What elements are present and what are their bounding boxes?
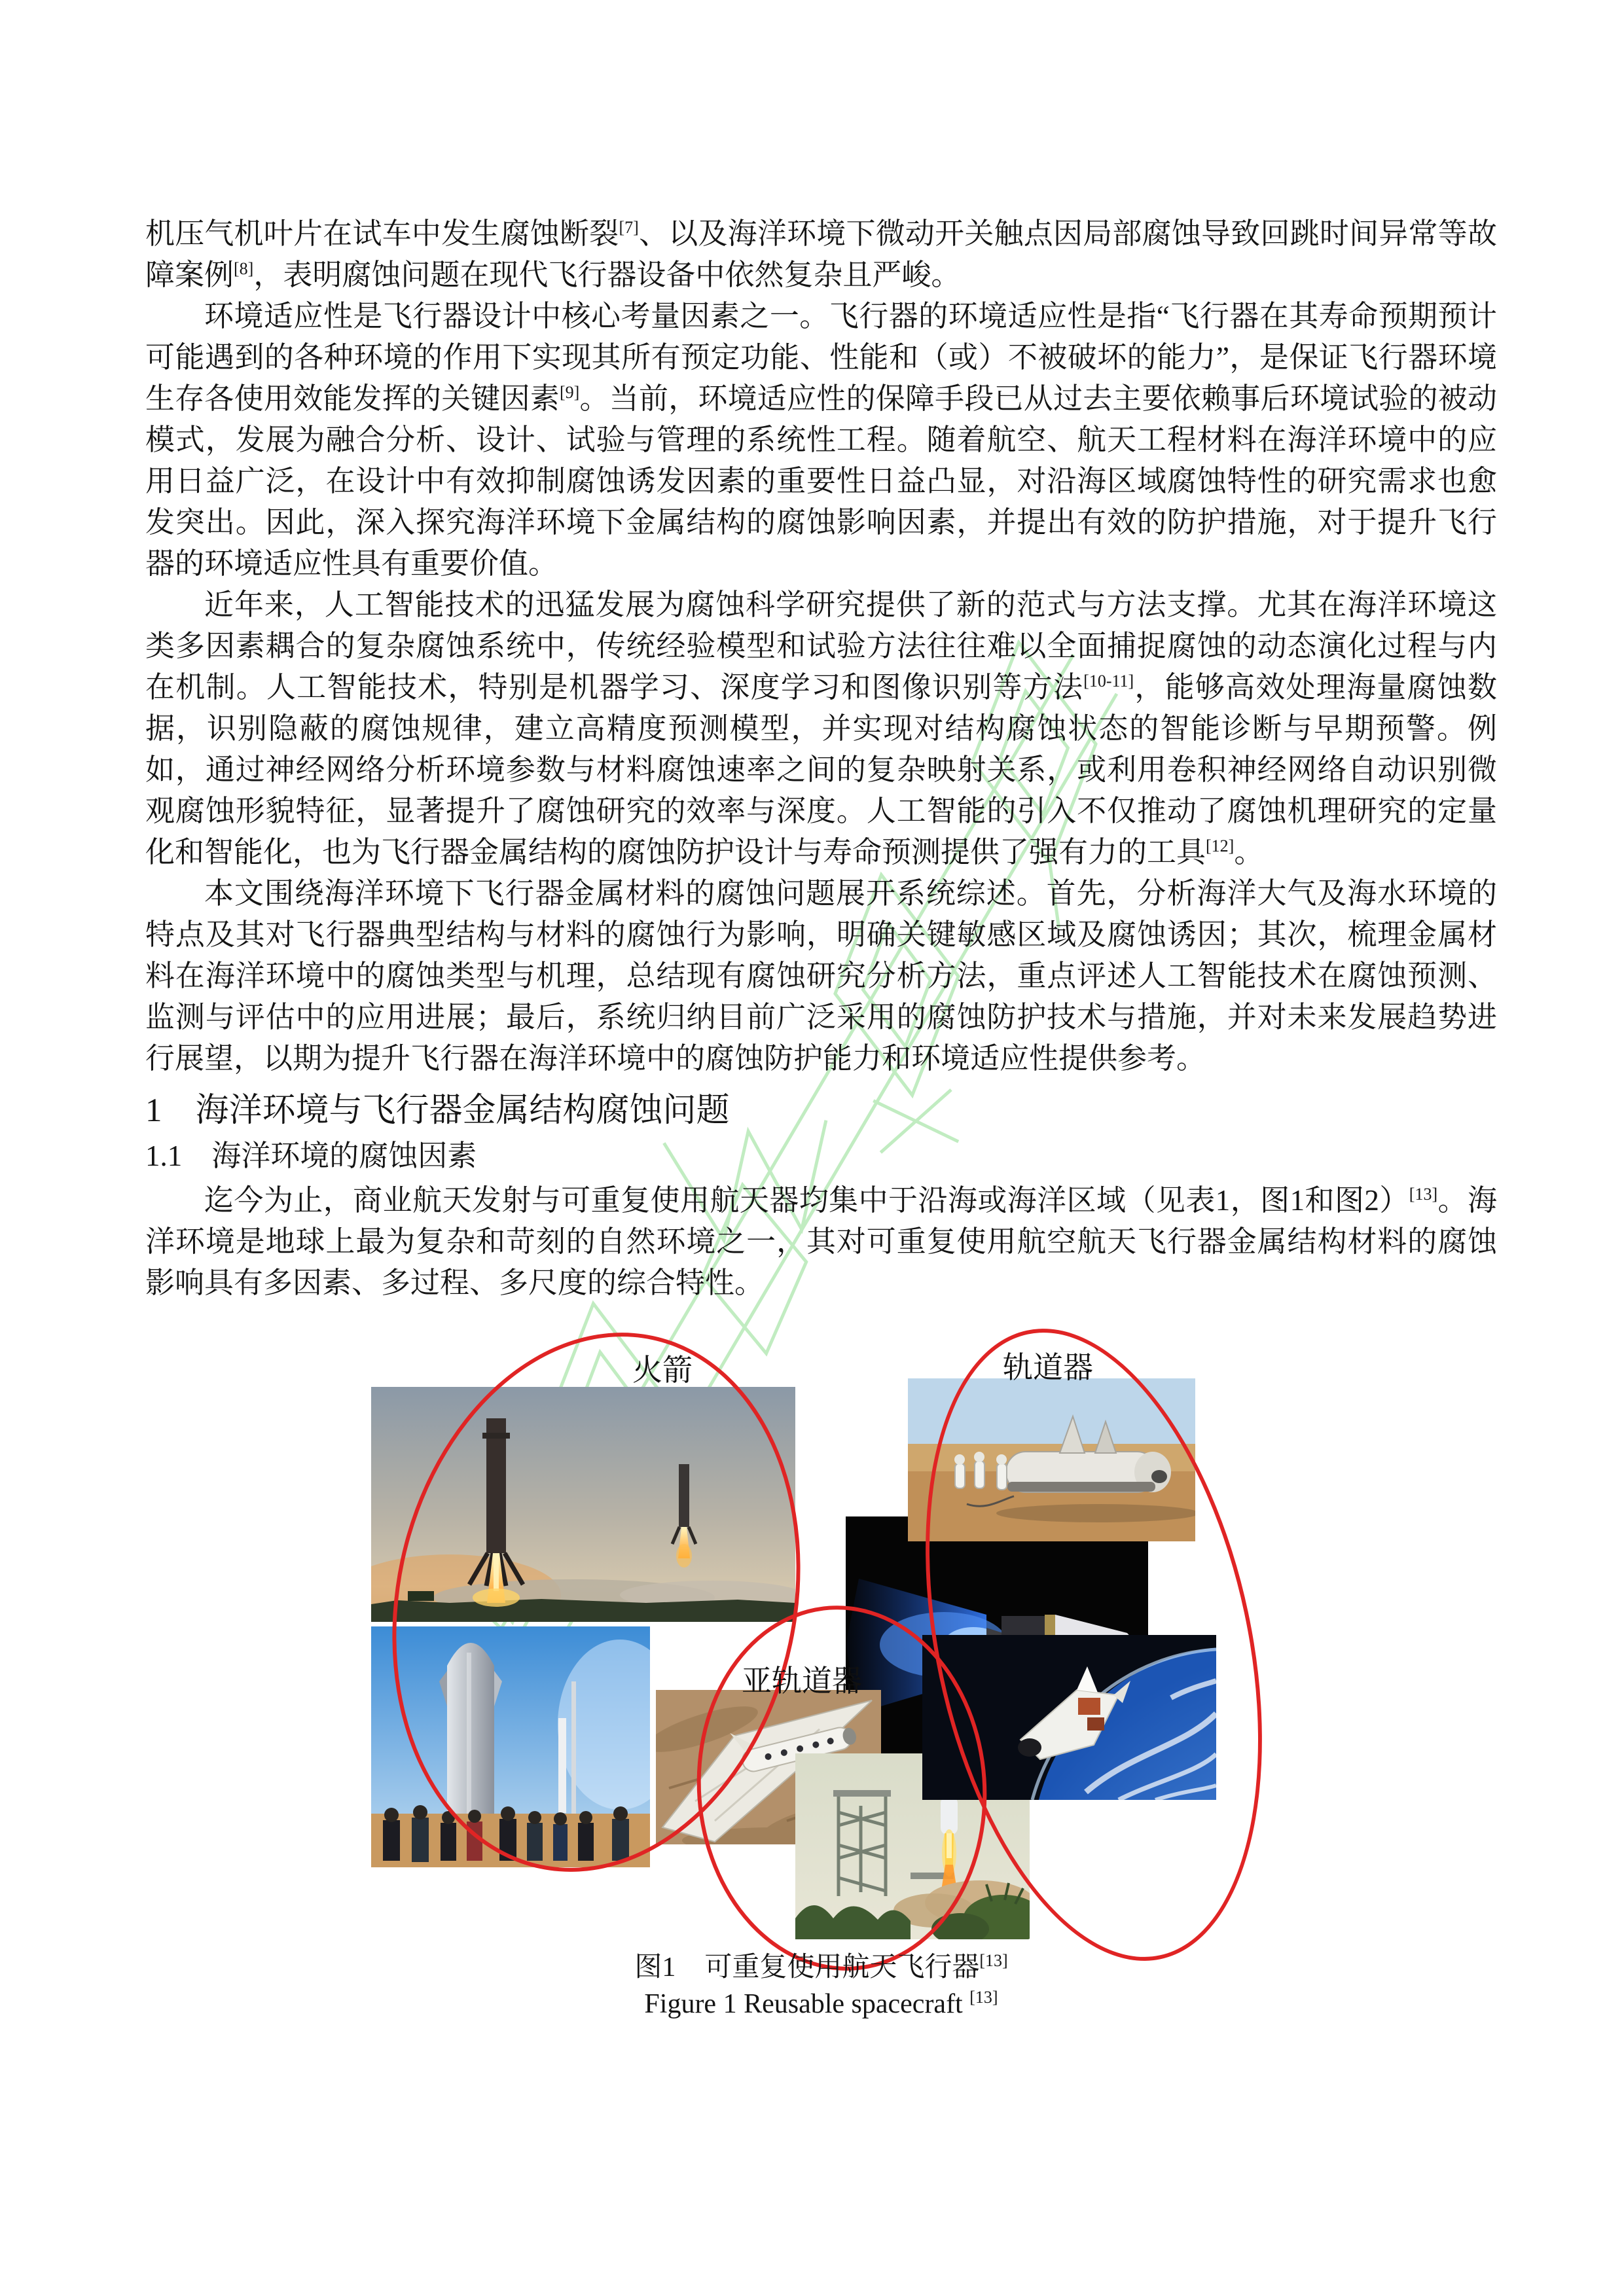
subsection-heading: 1.1 海洋环境的腐蚀因素: [145, 1139, 477, 1172]
article-body: [145, 213, 1497, 2056]
citation-ref: [13]: [1409, 1185, 1438, 1204]
body-paragraph: 本文围绕海洋环境下飞行器金属材料的腐蚀问题展开系统综述。首先，分析海洋大气及海水环境的特点及其对飞行器典型结构与材料的腐蚀行为影响，明确关键敏感区域及腐蚀诱因；其次，梳理金属材料在海洋环境中的腐蚀类型与机理，总结现有腐蚀研究分析方法，重点评述人工智能技术在腐蚀预测、监测与评估中的应用进展；最后，系统归纳目前广泛采用的腐蚀防护技术与措施，并对未来发展趋势进行展望，以期为提升飞行器在海洋环境中的腐蚀防护能力和环境适应性提供参考。: [145, 877, 1497, 1075]
figure-label-rocket: 火箭: [632, 1354, 693, 1387]
citation-ref: [7]: [619, 218, 639, 237]
figure-caption-en: Figure 1 Reusable spacecraft [13]: [644, 1988, 998, 2019]
citation-ref: [13]: [969, 1988, 998, 2007]
figure-caption-zh: 图1 可重复使用航天飞行器[13]: [634, 1951, 1008, 1982]
figure-label-suborbital: 亚轨道器: [742, 1664, 862, 1698]
figure-1: [145, 1330, 1497, 2056]
citation-ref: [12]: [1206, 836, 1235, 855]
body-paragraph: 迄今为止，商业航天发射与可重复使用航天器均集中于沿海或海洋区域（见表1，图1和图2）[13]。海洋环境是地球上最为复杂和苛刻的自然环境之一，其对可重复使用航空航天飞行器金属结构材料的腐蚀影响具有多因素、多过程、多尺度的综合特性。: [145, 1184, 1497, 1299]
figure-label-orbiter: 轨道器: [1003, 1351, 1093, 1384]
section-heading: 1 海洋环境与飞行器金属结构腐蚀问题: [145, 1092, 730, 1129]
citation-ref: [8]: [234, 259, 254, 278]
body-paragraph: 机压气机叶片在试车中发生腐蚀断裂[7]、以及海洋环境下微动开关触点因局部腐蚀导致回跳时间异常等故障案例[8]，表明腐蚀问题在现代飞行器设备中依然复杂且严峻。: [145, 217, 1497, 291]
citation-ref: [13]: [979, 1951, 1008, 1970]
citation-ref: [10-11]: [1083, 672, 1134, 691]
figure-caption-number: 图1: [634, 1952, 676, 1982]
body-paragraph: 近年来，人工智能技术的迅猛发展为腐蚀科学研究提供了新的范式与方法支撑。尤其在海洋环境这类多因素耦合的复杂腐蚀系统中，传统经验模型和试验方法往往难以全面捕捉腐蚀的动态演化过程与内在机制。人工智能技术，特别是机器学习、深度学习和图像识别等方法[10-11]，能够高效处理海量腐蚀数据，识别隐蔽的腐蚀规律，建立高精度预测模型，并实现对结构腐蚀状态的智能诊断与早期预警。例如，通过神经网络分析环境参数与材料腐蚀速率之间的复杂映射关系，或利用卷积神经网络自动识别微观腐蚀形貌特征，显著提升了腐蚀研究的效率与深度。人工智能的引入不仅推动了腐蚀机理研究的定量化和智能化，也为飞行器金属结构的腐蚀防护设计与寿命预测提供了强有力的工具[12]。: [145, 588, 1497, 869]
body-paragraph: 环境适应性是飞行器设计中核心考量因素之一。飞行器的环境适应性是指“飞行器在其寿命预期预计可能遇到的各种环境的作用下实现其所有预定功能、性能和（或）不被破坏的能力”，是保证飞行器环境生存各使用效能发挥的关键因素[9]。当前，环境适应性的保障手段已从过去主要依赖事后环境试验的被动模式，发展为融合分析、设计、试验与管理的系统性工程。随着航空、航天工程材料在海洋环境中的应用日益广泛，在设计中有效抑制腐蚀诱发因素的重要性日益凸显，对沿海区域腐蚀特性的研究需求也愈发突出。因此，深入探究海洋环境下金属结构的腐蚀影响因素，并提出有效的防护措施，对于提升飞行器的环境适应性具有重要价值。: [145, 300, 1497, 580]
citation-ref: [9]: [560, 383, 580, 402]
